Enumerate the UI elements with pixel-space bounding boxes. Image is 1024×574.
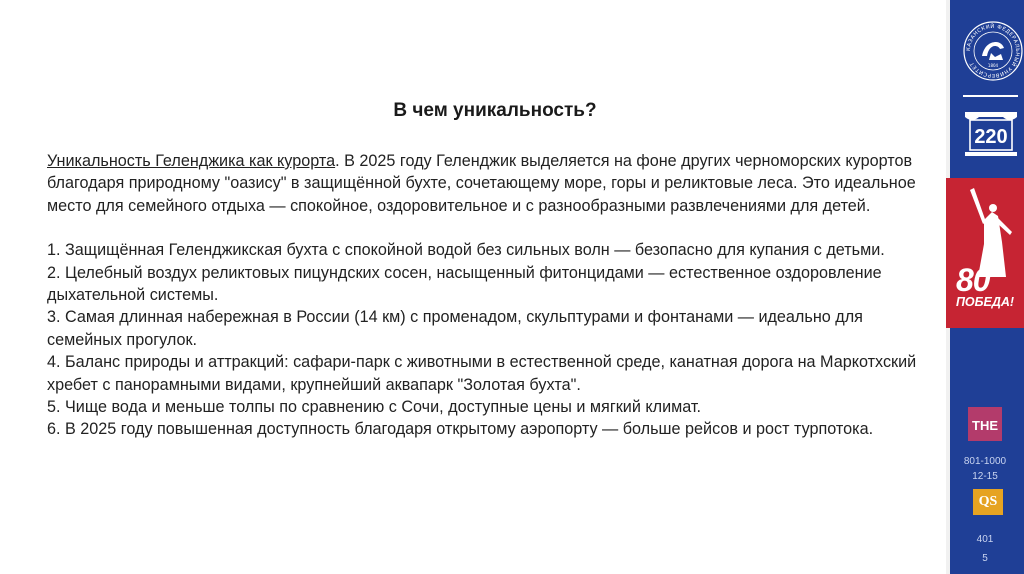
anniversary-number: 220 bbox=[974, 126, 1008, 148]
the-rank-range: 801-1000 bbox=[963, 456, 1007, 467]
qs-logo-text: QS bbox=[978, 494, 998, 509]
paragraph-gap bbox=[47, 217, 937, 239]
slide-title: В чем уникальность? bbox=[393, 100, 597, 121]
intro-link[interactable]: Уникальность Геленджика как курорта bbox=[47, 152, 336, 170]
university-seal-icon bbox=[962, 20, 1024, 82]
divider bbox=[963, 95, 1018, 97]
list-item: 3. Самая длинная набережная в России (14 км) с променадом, скульптурами и фонтанами — идеально для семейных прогулок. bbox=[47, 308, 863, 349]
intro-paragraph bbox=[47, 150, 937, 217]
qs-ranking-logo-icon bbox=[973, 489, 1003, 515]
seal-year: 1804 bbox=[987, 63, 999, 68]
list-item: 5. Чище вода и меньше толпы по сравнению с Сочи, доступные цены и мягкий климат. bbox=[47, 398, 702, 417]
the-rank-subject: 12-15 bbox=[972, 471, 998, 482]
the-logo-text: THE bbox=[972, 418, 998, 433]
victory-number: 80 bbox=[956, 262, 990, 298]
intro-text: . В 2025 году Геленджик выделяется на фоне других черноморских курортов благодаря природному "оазису" в защищённой бухте, сочетающему море, горы и реликтовые леса. Это идеальное место для семейного отдыха — спокойное, оздоровительное и с разнообразными развлечениями для детей. bbox=[47, 152, 916, 215]
anniversary-column-icon bbox=[962, 110, 1020, 160]
slide-body bbox=[47, 150, 937, 441]
qs-rank: 401 bbox=[976, 534, 994, 545]
seal-ring-text: КАЗАНСКИЙ ФЕДЕРАЛЬНЫЙ УНИВЕРСИТЕТ bbox=[965, 23, 1021, 79]
list-item: 6. В 2025 году повышенная доступность благодаря открытому аэропорту — больше рейсов и рост турпотока. bbox=[47, 420, 874, 439]
page-number: 5 bbox=[982, 553, 988, 564]
list-item: 2. Целебный воздух реликтовых пицундских сосен, насыщенный фитонцидами — естественное оздоровление дыхательной системы. bbox=[47, 263, 882, 305]
list-item: 4. Баланс природы и аттракций: сафари-парк с животными в естественной среде, канатная дорога на Маркотхский хребет с панорамными видами, крупнейший аквапарк "Золотая бухта". bbox=[47, 353, 917, 394]
victory-text: ПОБЕДА! bbox=[955, 295, 1015, 309]
the-ranking-logo-icon bbox=[968, 407, 1002, 441]
list-item: 1. Защищённая Геленджикская бухта с спокойной водой без сильных волн — безопасно для купания с детьми. bbox=[47, 241, 885, 260]
